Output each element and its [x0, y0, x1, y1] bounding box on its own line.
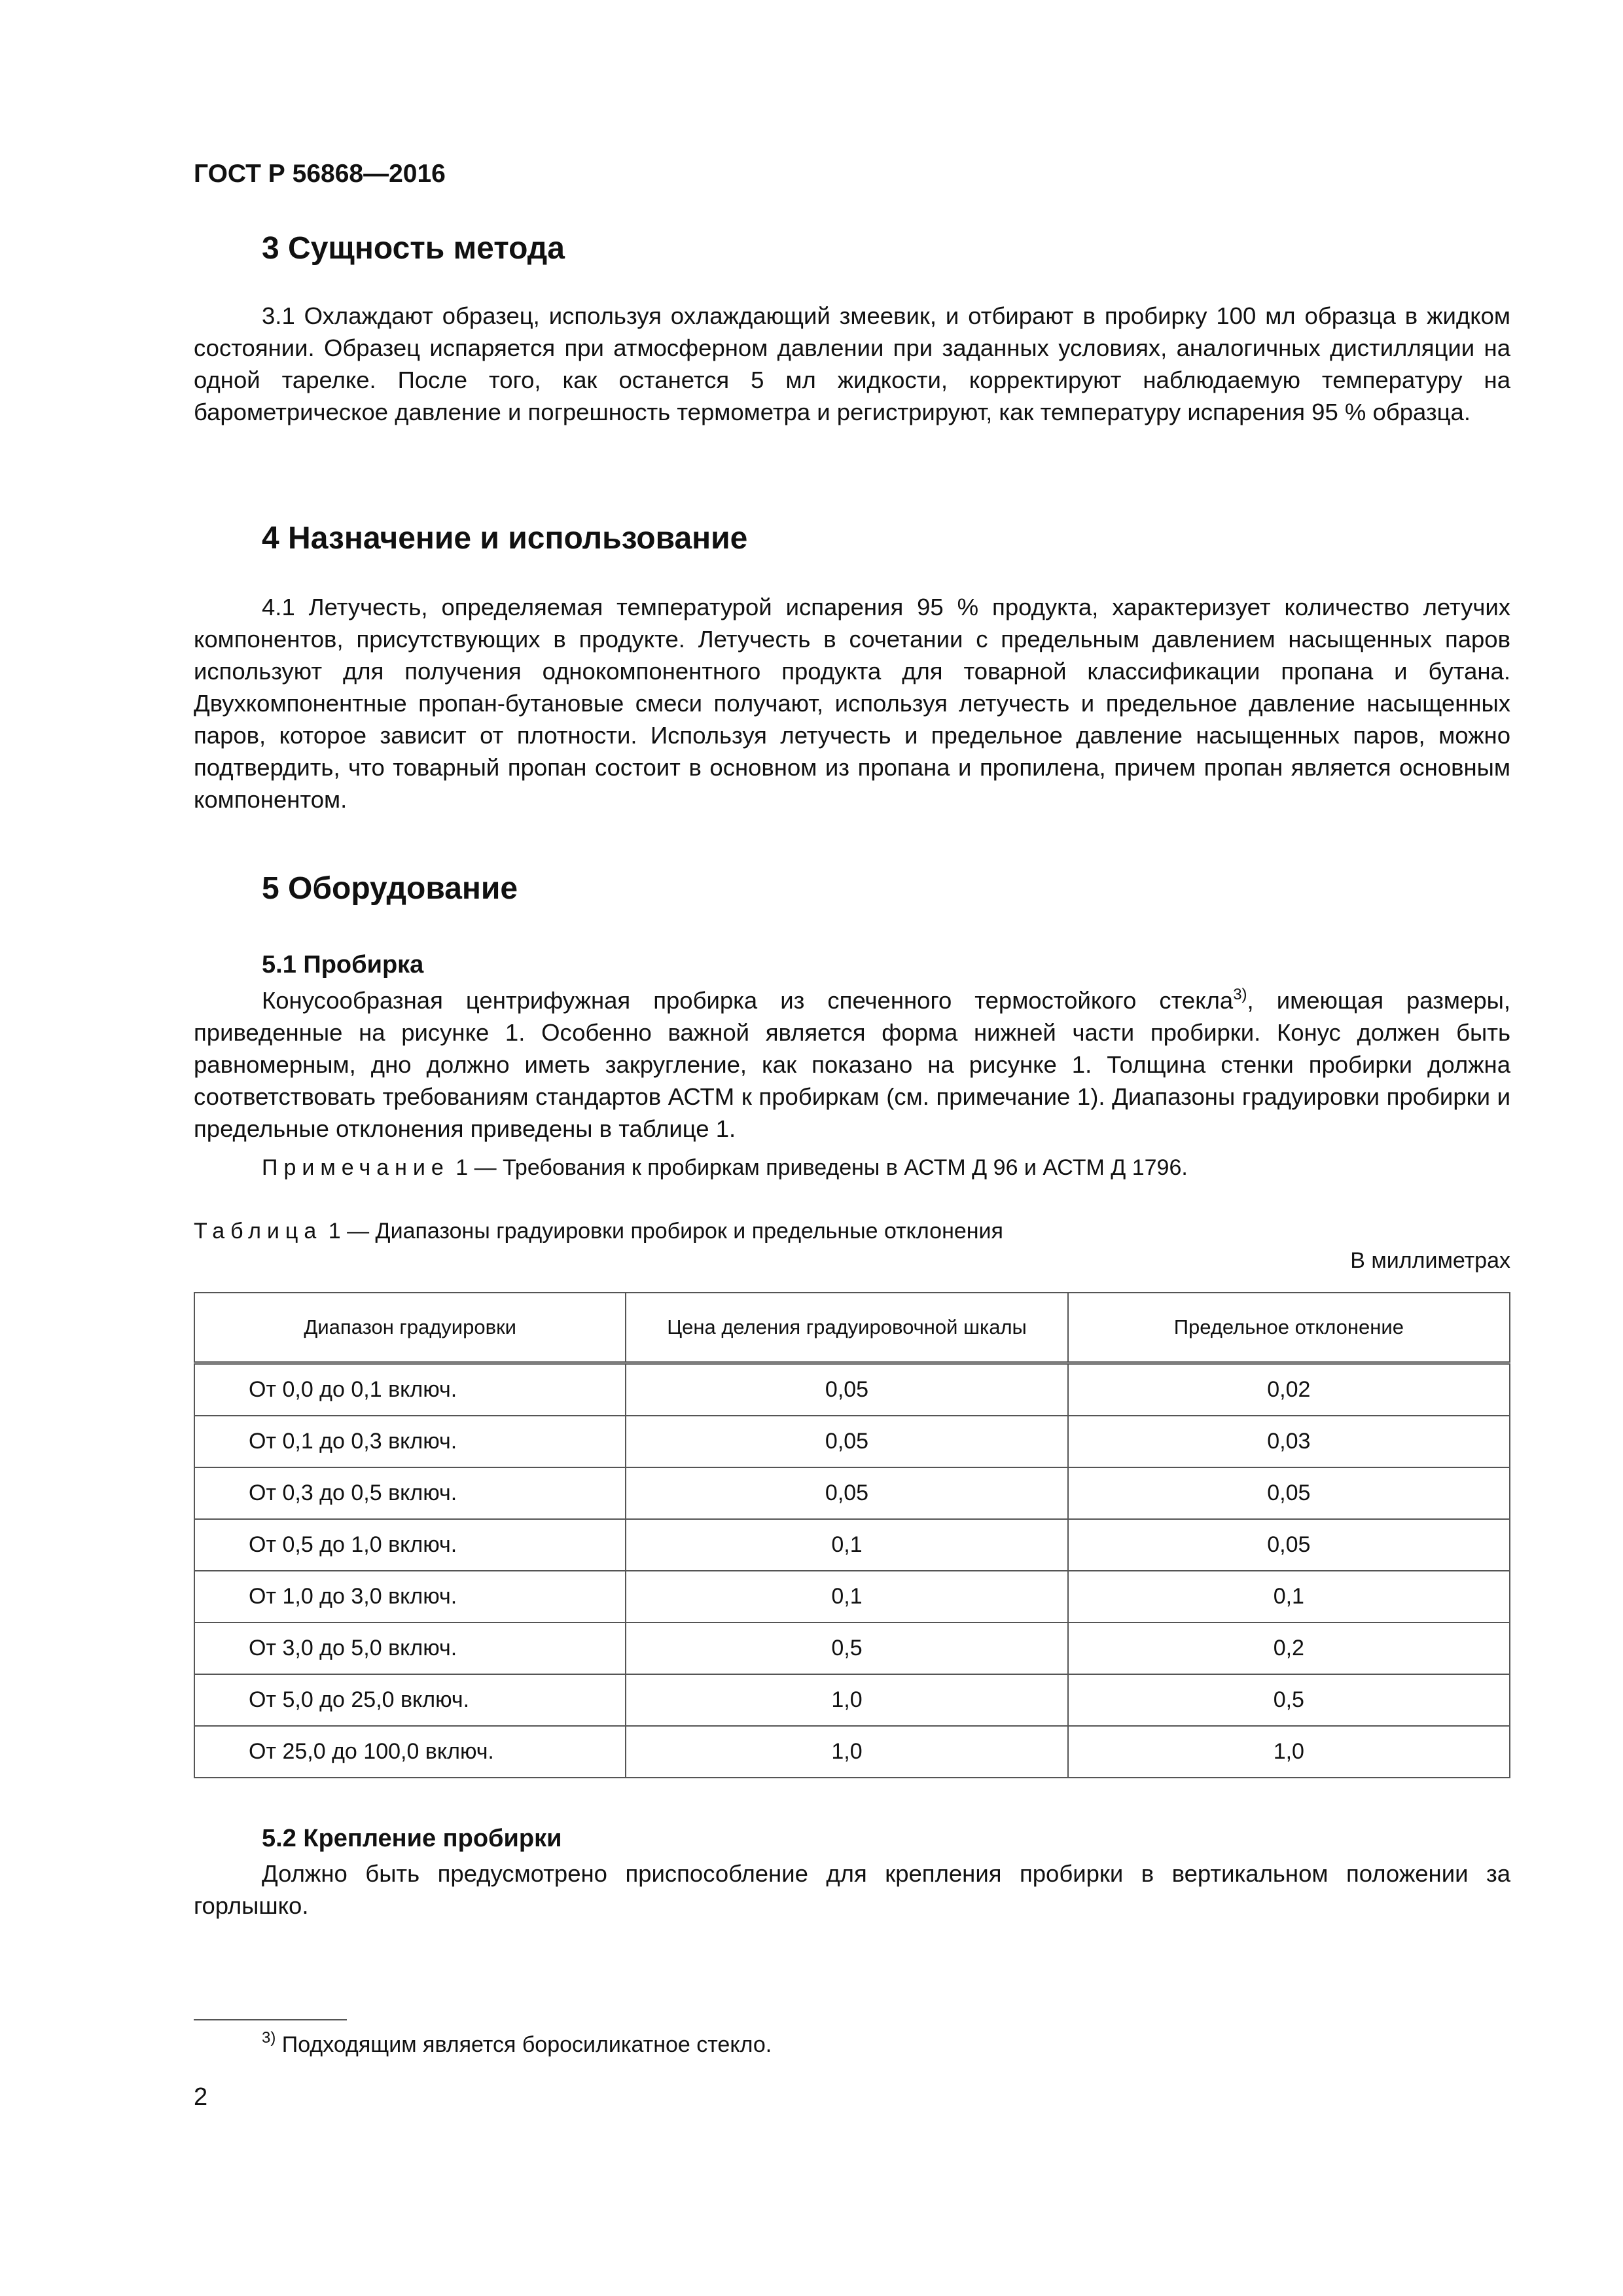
cell-deviation: 0,1 [1068, 1571, 1510, 1623]
cell-division: 0,05 [626, 1363, 1067, 1416]
cell-range: От 0,5 до 1,0 включ. [194, 1519, 626, 1571]
note-label: Примечание [262, 1155, 450, 1180]
para-text-part2: , имеющая размеры, приведенные на рисунке 1. Особенно важной является форма нижней части пробирки. Конус должен быть равномерным, дно должно иметь закругление, как показано на рисунке 1. Толщина стенки пробирки должна соответствовать требованиям стандартов АСТМ к пробиркам (см. примечание 1). Диапазоны градуировки пробирки и предельные отклонения приведены в таблице 1. [194, 987, 1510, 1142]
cell-deviation: 0,05 [1068, 1467, 1510, 1519]
cell-division: 0,1 [626, 1571, 1067, 1623]
cell-deviation: 0,03 [1068, 1416, 1510, 1467]
section-3-heading: 3 Сущность метода [262, 231, 565, 266]
cell-range: От 3,0 до 5,0 включ. [194, 1623, 626, 1674]
cell-deviation: 0,02 [1068, 1363, 1510, 1416]
cell-range: От 5,0 до 25,0 включ. [194, 1674, 626, 1726]
page-number: 2 [194, 2083, 208, 2111]
note-text: 1 — Требования к пробиркам приведены в АСТМ Д 96 и АСТМ Д 1796. [449, 1155, 1188, 1180]
cell-range: От 0,3 до 0,5 включ. [194, 1467, 626, 1519]
subsection-5-2-heading: 5.2 Крепление пробирки [262, 1825, 562, 1852]
table-row [194, 1623, 1510, 1674]
section-3-paragraph: 3.1 Охлаждают образец, используя охлаждающий змеевик, и отбирают в пробирку 100 мл образца в жидком состоянии. Образец испаряется при атмосферном давлении при заданных условиях, аналогичных дистилляции на одной тарелке. После того, как останется 5 мл жидкости, корректируют наблюдаемую температуру на барометрическое давление и погрешность термометра и регистрируют, как температуру испарения 95 % образца. [194, 302, 1510, 425]
subsection-5-2-paragraph: Должно быть предусмотрено приспособление для крепления пробирки в вертикальном положении за горлышко. [194, 1860, 1510, 1919]
table-caption-label: Таблица [194, 1219, 323, 1244]
table-row [194, 1571, 1510, 1623]
cell-deviation: 0,5 [1068, 1674, 1510, 1726]
table-row [194, 1416, 1510, 1467]
table-row [194, 1674, 1510, 1726]
footnote-ref[interactable]: 3) [1233, 986, 1247, 1003]
table-units: В миллиметрах [1350, 1248, 1510, 1273]
cell-range: От 0,1 до 0,3 включ. [194, 1416, 626, 1467]
table-header-row [194, 1293, 1510, 1363]
cell-division: 0,5 [626, 1623, 1067, 1674]
table-row [194, 1467, 1510, 1519]
table-caption [194, 1219, 1003, 1244]
document-code: ГОСТ Р 56868—2016 [194, 160, 446, 188]
cell-division: 0,1 [626, 1519, 1067, 1571]
subsection-5-1-paragraph [194, 984, 1510, 1145]
header-deviation: Предельное отклонение [1068, 1293, 1510, 1363]
graduation-table [194, 1292, 1510, 1778]
cell-range: От 0,0 до 0,1 включ. [194, 1363, 626, 1416]
cell-division: 0,05 [626, 1467, 1067, 1519]
header-division: Цена деления градуировочной шкалы [626, 1293, 1067, 1363]
table-row [194, 1519, 1510, 1571]
section-4-heading: 4 Назначение и использование [262, 521, 748, 556]
footnote-text: Подходящим является боросиликатное стекло. [276, 2032, 772, 2057]
cell-deviation: 0,2 [1068, 1623, 1510, 1674]
cell-division: 1,0 [626, 1726, 1067, 1778]
cell-division: 1,0 [626, 1674, 1067, 1726]
table-caption-text: 1 — Диапазоны градуировки пробирок и предельные отклонения [322, 1219, 1003, 1244]
footnote-divider [194, 2019, 347, 2020]
footnote [262, 2029, 772, 2058]
cell-deviation: 0,05 [1068, 1519, 1510, 1571]
footnote-marker: 3) [262, 2029, 276, 2047]
section-5-heading: 5 Оборудование [262, 871, 518, 906]
table-row [194, 1363, 1510, 1416]
section-4-paragraph: 4.1 Летучесть, определяемая температурой испарения 95 % продукта, характеризует количество летучих компонентов, присутствующих в продукте. Летучесть в сочетании с предельным давлением насыщенных паров используют для получения однокомпонентного продукта для товарной классификации пропана и бутана. Двухкомпонентные пропан-бутановые смеси получают, используя летучесть и предельное давление насыщенных паров, которое зависит от плотности. Используя летучесть и предельное давление насыщенных паров, можно подтвердить, что товарный пропан состоит в основном из пропана и пропилена, причем пропан является основным компонентом. [194, 594, 1510, 813]
table-row [194, 1726, 1510, 1778]
para-text-part1: Конусообразная центрифужная пробирка из спеченного термостойкого стекла [262, 987, 1234, 1014]
subsection-5-1-heading: 5.1 Пробирка [262, 951, 424, 978]
cell-range: От 25,0 до 100,0 включ. [194, 1726, 626, 1778]
cell-division: 0,05 [626, 1416, 1067, 1467]
header-range: Диапазон градуировки [194, 1293, 626, 1363]
cell-deviation: 1,0 [1068, 1726, 1510, 1778]
cell-range: От 1,0 до 3,0 включ. [194, 1571, 626, 1623]
note-1 [262, 1155, 1188, 1181]
